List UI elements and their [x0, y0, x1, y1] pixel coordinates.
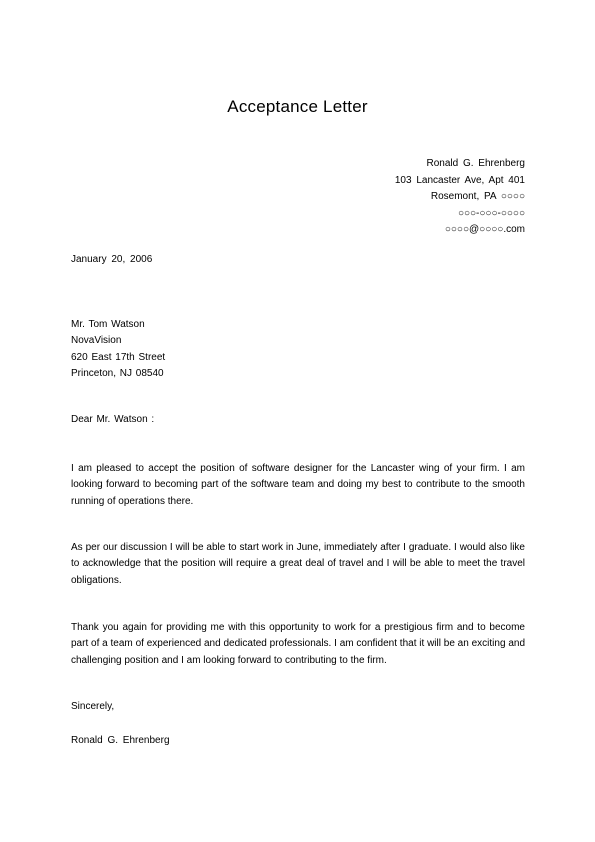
body-paragraph-2: As per our discussion I will be able to start work in June, immediately after I graduate. I would also like to acknowledge that the position will require a great deal of travel and I will be able to meet the travel obligations. [71, 542, 525, 586]
sender-name: Ronald G. Ehrenberg [426, 158, 525, 169]
sender-city: Rosemont, PA ○○○○ [430, 191, 525, 202]
body-paragraph-1: I am pleased to accept the position of software designer for the Lancaster wing of your firm. I am looking forward to becoming part of the software team and doing my best to contribute to the smooth running of operations there. [71, 463, 525, 507]
recipient-city: Princeton, NJ 08540 [71, 367, 164, 379]
sender-street: 103 Lancaster Ave, Apt 401 [394, 174, 525, 186]
letter-title: Acceptance Letter [227, 97, 368, 116]
sender-email: ○○○○@○○○○.com [444, 224, 525, 235]
letter-date: January 20, 2006 [71, 254, 153, 265]
body-paragraph-3: Thank you again for providing me with this opportunity to work for a prestigious firm and to become part of a team of experienced and dedicated professionals. I am confident that it will be an exciting and challenging position and I am looking forward to contributing to the firm. [71, 622, 525, 666]
recipient-name: Mr. Tom Watson [71, 319, 145, 330]
recipient-company: NovaVision [71, 335, 122, 347]
recipient-street: 620 East 17th Street [71, 351, 166, 363]
sender-phone: ○○○-○○○-○○○○ [457, 207, 525, 219]
salutation: Dear Mr. Watson : [71, 414, 155, 425]
sender-address-block [395, 156, 525, 239]
closing: Sincerely, [71, 701, 115, 712]
signature-name: Ronald G. Ehrenberg [71, 735, 170, 746]
recipient-address-block [71, 317, 165, 382]
